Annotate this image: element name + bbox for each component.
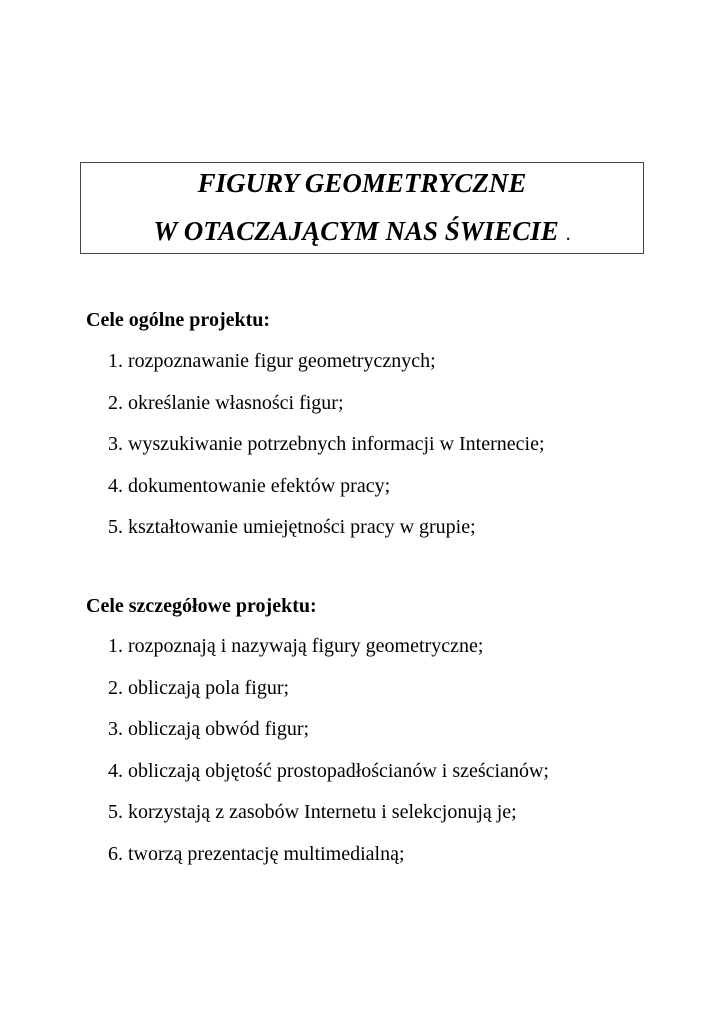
title-line-2-suffix: .: [565, 223, 571, 245]
detailed-goal-item-4: 4. obliczają objętość prostopadłościanów i sześcianów;: [108, 759, 549, 782]
detailed-goals-list: [108, 634, 549, 883]
title-line-2-text: W OTACZAJĄCYM NAS ŚWIECIE: [153, 216, 559, 246]
general-goal-item-1: 1. rozpoznawanie figur geometrycznych;: [108, 350, 436, 372]
title-box: [80, 162, 644, 254]
general-goal-item-3: 3. wyszukiwanie potrzebnych informacji w Internecie;: [108, 433, 545, 455]
title-line-2: [81, 215, 643, 250]
general-goal-item-5: 5. kształtowanie umiejętności pracy w grupie;: [108, 516, 476, 538]
title-line-1: FIGURY GEOMETRYCZNE: [197, 168, 527, 198]
general-goal-item-4: 4. dokumentowanie efektów pracy;: [108, 474, 391, 497]
detailed-goal-item-6: 6. tworzą prezentację multimedialną;: [108, 842, 405, 865]
detailed-goal-item-3: 3. obliczają obwód figur;: [108, 718, 310, 740]
general-goals-heading: Cele ogólne projektu:: [86, 309, 271, 331]
detailed-goal-item-1: 1. rozpoznają i nazywają figury geometryczne;: [108, 635, 484, 657]
detailed-goal-item-5: 5. korzystają z zasobów Internetu i selekcjonują je;: [108, 801, 517, 823]
detailed-goals-heading: Cele szczegółowe projektu:: [86, 595, 317, 617]
detailed-goal-item-2: 2. obliczają pola figur;: [108, 676, 290, 699]
general-goals-list: [108, 349, 545, 557]
general-goal-item-2: 2. określanie własności figur;: [108, 391, 344, 414]
